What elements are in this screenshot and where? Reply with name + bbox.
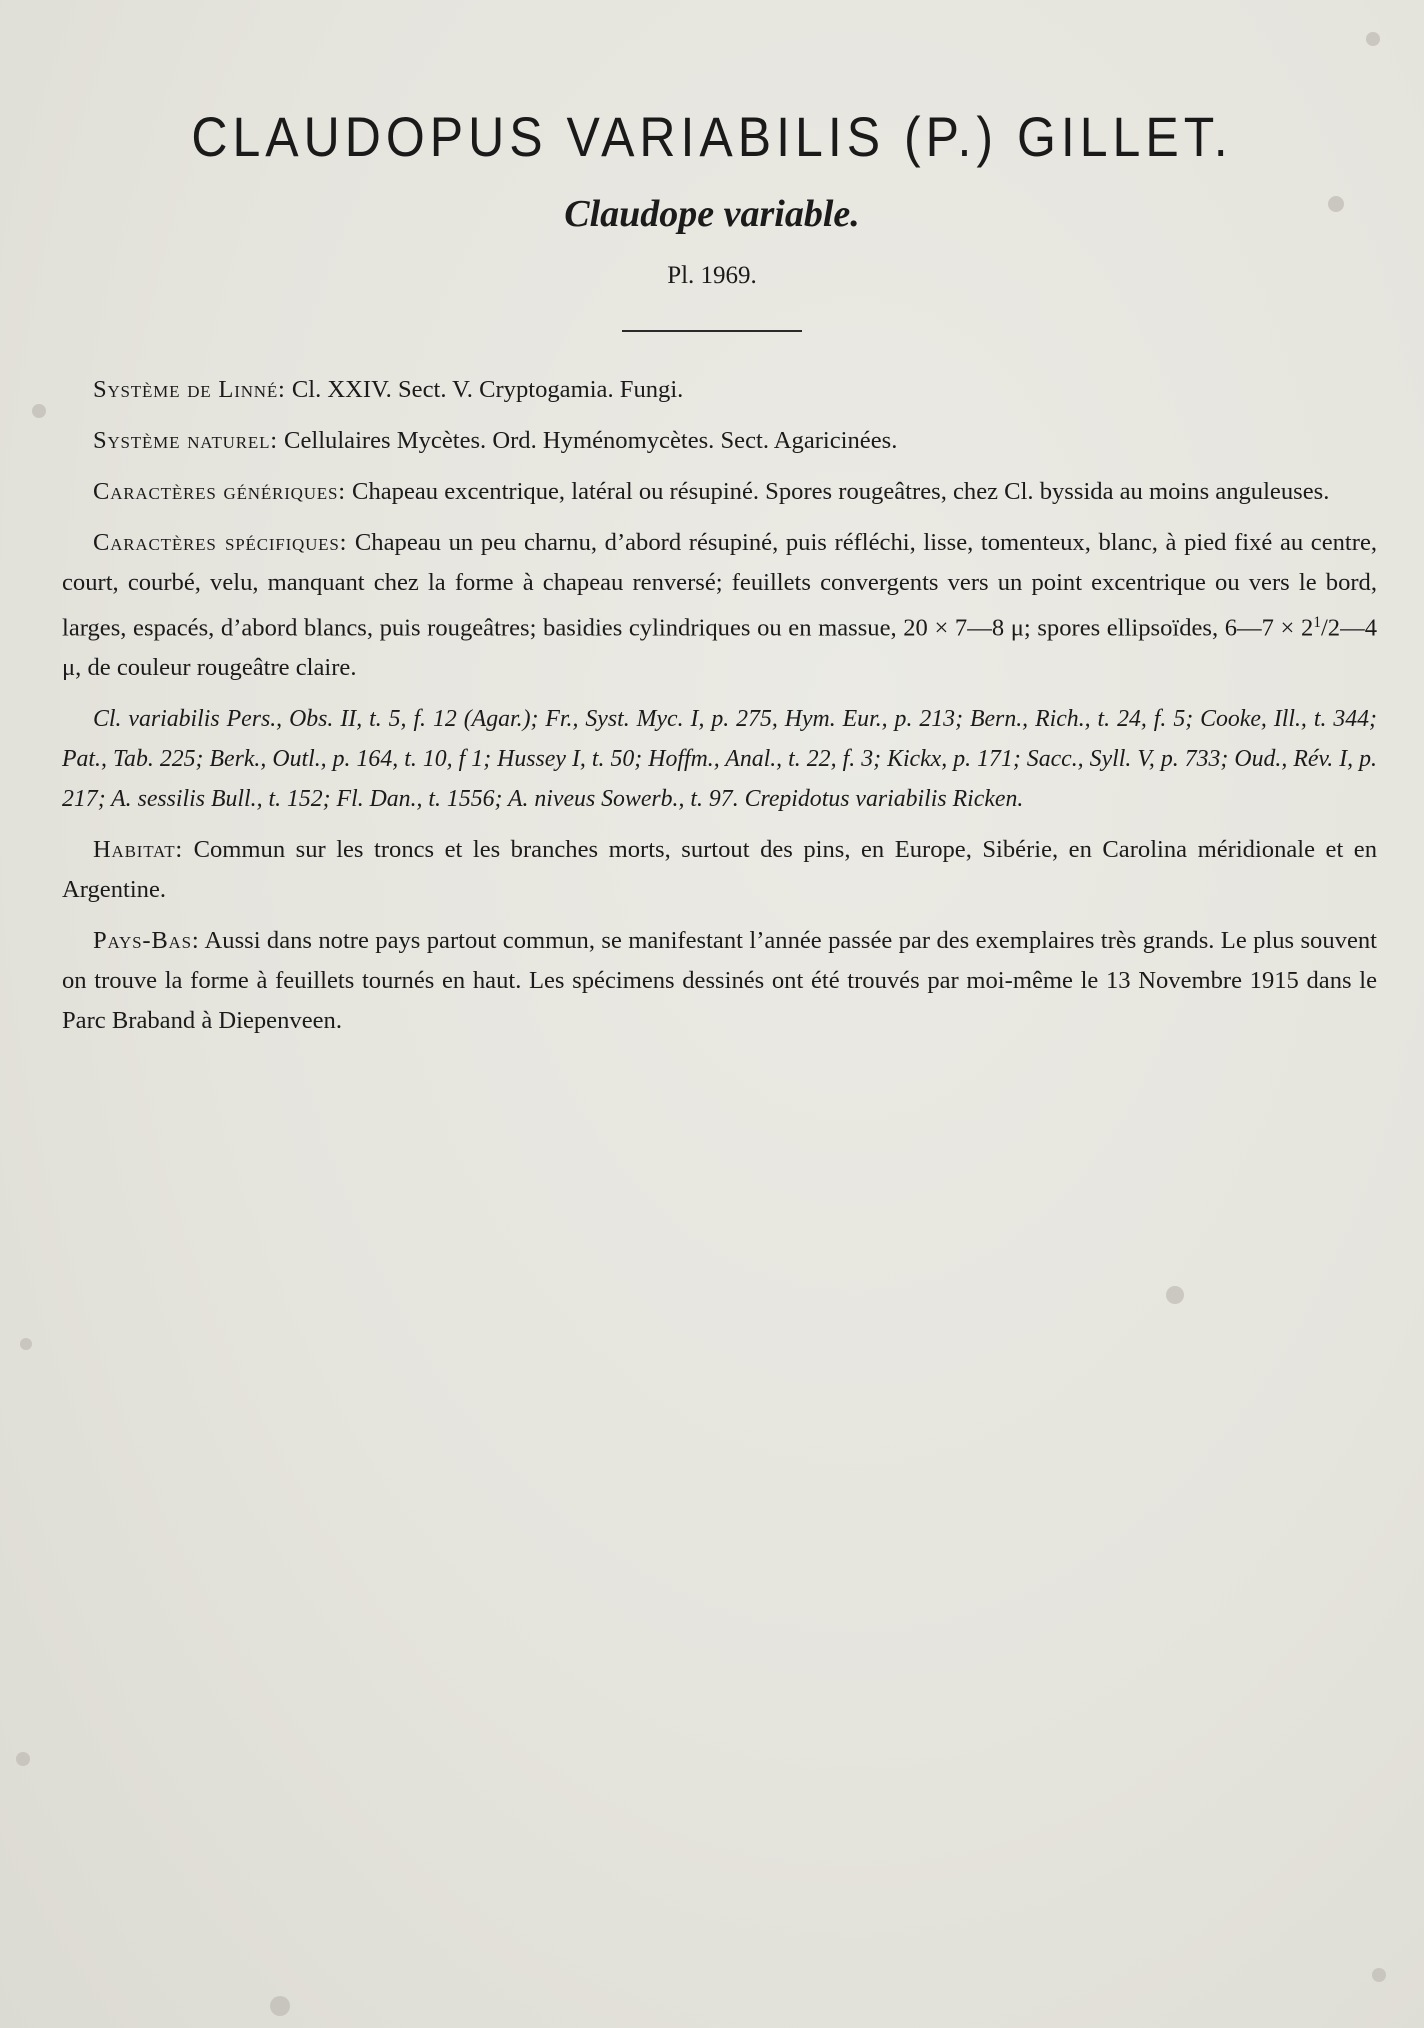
paragraph-specifiques (62, 523, 1377, 688)
label-habitat: Habitat: (93, 836, 184, 864)
label-naturel: Système naturel: (93, 427, 278, 454)
title-divider (622, 330, 802, 332)
paper-spot (1166, 1286, 1184, 1304)
paragraph-linne (62, 370, 1377, 410)
description-body (62, 370, 1377, 1052)
text-generiques: Chapeau excentrique, latéral ou résupiné. Spores rougeâtres, chez Cl. byssida au moins anguleuses. (345, 478, 1330, 505)
page-subtitle: Claudope variable. (564, 193, 860, 235)
paper-spot (1372, 1968, 1386, 1982)
paragraph-references: Cl. variabilis Pers., Obs. II, t. 5, f. 12 (Agar.); Fr., Syst. Myc. I, p. 275, Hym. Eur., p. 213; Bern., Rich., t. 24, f. 5; Cooke, Ill., t. 344; Pat., Tab. 225; Berk., Outl., p. 164, t. 10, f 1; Hussey I, t. 50; Hoffm., Anal., t. 22, f. 3; Kickx, p. 171; Sacc., Syll. V, p. 733; Oud., Rév. I, p. 217; A. sessilis Bull., t. 152; Fl. Dan., t. 1556; A. niveus Sowerb., t. 97. Crepidotus variabilis Ricken. (62, 706, 1377, 813)
paragraph-naturel (62, 421, 1377, 461)
text-specifiques-a: Chapeau un peu charnu, d’abord résupiné, puis réfléchi, lisse, tomenteux, blanc, à pied fixé au centre, court, courbé, velu, manquant chez la forme à chapeau renversé; feuillets convergents vers un point excentrique ou vers le bord, larges, espacés, d’abord blancs, puis rougeâtres; basidies cylindriques ou en massue, 20 × 7—8 μ; spores ellipsoïdes, 6—7 × 2 (62, 529, 1378, 642)
paper-spot (1366, 32, 1380, 46)
paragraph-habitat (62, 830, 1377, 910)
label-generiques: Caractères génériques: (93, 478, 346, 505)
text-habitat: Commun sur les troncs et les branches morts, surtout des pins, en Europe, Sibérie, en Carolina méridionale et en Argentine. (62, 836, 1377, 904)
paper-spot (16, 1752, 30, 1766)
paper-spot (270, 1996, 290, 2016)
plate-number: Pl. 1969. (667, 262, 757, 289)
text-naturel: Cellulaires Mycètes. Ord. Hyménomycètes. Sect. Agaricinées. (277, 427, 898, 454)
text-specifiques-sup: 1 (1313, 614, 1321, 631)
text-paysbas: Aussi dans notre pays partout commun, se manifestant l’année passée par des exemplaires très grands. Le plus souvent on trouve la forme à feuillets tournés en haut. Les spécimens dessinés ont été trouvés par moi-même le 13 Novembre 1915 dans le Parc Braband à Diepenveen. (62, 927, 1377, 1035)
page-title: CLAUDOPUS VARIABILIS (P.) GILLET. (191, 105, 1233, 169)
label-linne: Système de Linné: (93, 376, 286, 403)
paper-spot (32, 404, 46, 418)
paper-spot (20, 1338, 32, 1350)
text-specifiques-b: /2—4 μ, de couleur rougeâtre claire. (62, 614, 1377, 682)
label-specifiques: Caractères spécifiques: (93, 529, 348, 556)
label-paysbas: Pays-Bas: (93, 927, 200, 955)
paragraph-paysbas (62, 921, 1377, 1041)
paragraph-generiques (62, 472, 1377, 512)
text-linne: Cl. XXIV. Sect. V. Cryptogamia. Fungi. (285, 376, 684, 403)
